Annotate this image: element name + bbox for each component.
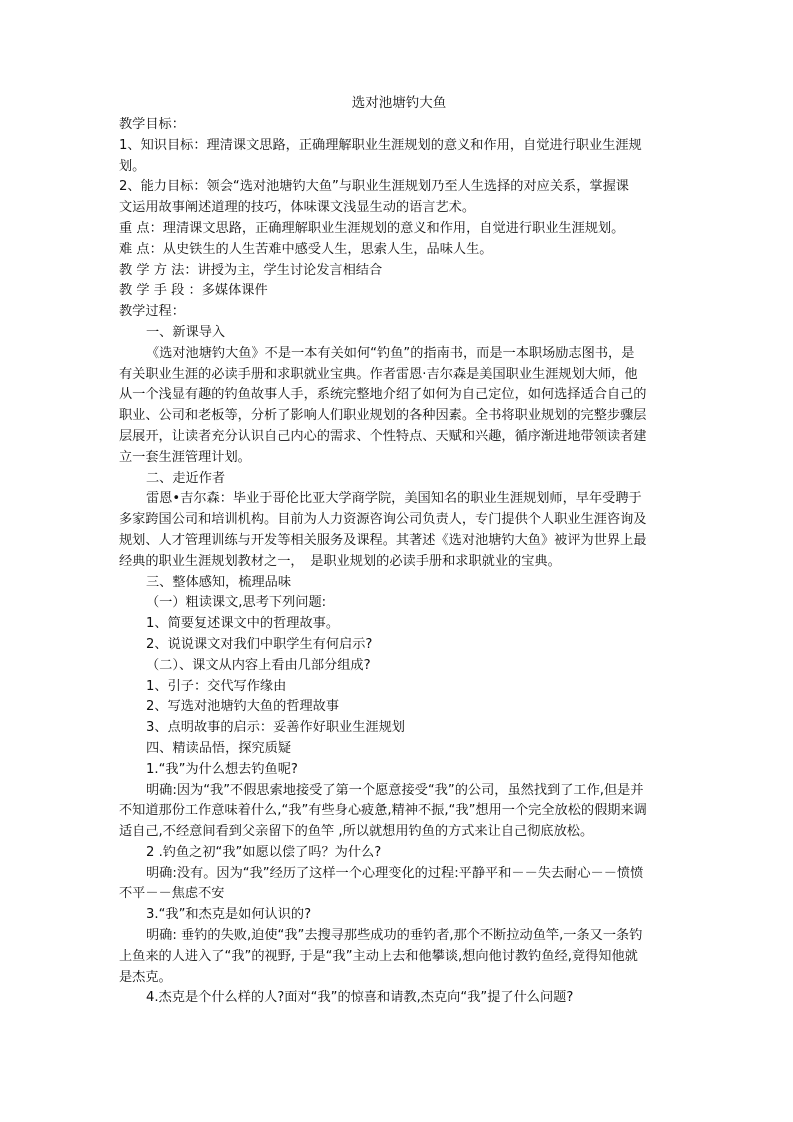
text-line: 层展开，让读者充分认识自己内心的需求、个性特点、天赋和兴趣，循序渐进地带领读者建: [119, 428, 647, 444]
text-line: 教 学 方 法：讲授为主，学生讨论发言相结合: [119, 262, 383, 278]
text-line: 雷恩•吉尔森：毕业于哥伦比亚大学商学院，美国知名的职业生涯规划师，早年受聘于: [146, 491, 642, 507]
document-body: [119, 115, 679, 1009]
text-line: 二、走近作者: [146, 470, 226, 486]
text-line: 重 点：理清课文思路，正确理解职业生涯规划的意义和作用，自觉进行职业生涯规划。: [119, 220, 625, 236]
text-line: 文运用故事阐述道理的技巧，体味课文浅显生动的语言艺术。: [119, 200, 476, 216]
text-line: 从一个浅显有趣的钓鱼故事人手，系统完整地介绍了如何为自己定位，如何选择适合自己的: [119, 387, 647, 403]
text-line: 1.“我”为什么想去钓鱼呢?: [146, 761, 298, 777]
text-line: 一、新课导入: [146, 324, 226, 340]
text-line: 教 学 手 段 ：多媒体课件: [119, 283, 268, 299]
text-line: （二）、课文从内容上看由几部分组成?: [146, 657, 371, 673]
text-line: 明确:没有。因为“我”经历了这样一个心理变化的过程:平静平和－－失去耐心－－愤愤: [146, 865, 644, 881]
text-line: 有关职业生涯的必读手册和求职就业宝典。作者雷恩·吉尔森是美国职业生涯规划大师，他: [119, 366, 638, 382]
text-line: 3.“我”和杰克是如何认识的?: [146, 907, 312, 923]
text-line: 不平－－焦虑不安: [119, 886, 225, 902]
text-line: 多家跨国公司和培训机构。目前为人力资源咨询公司负责人，专门提供个人职业生涯咨询及: [119, 512, 647, 528]
text-line: 3、点明故事的启示：妥善作好职业生涯规划: [146, 720, 405, 736]
text-line: 上鱼来的人进入了“我”的视野, 于是“我”主动上去和他攀谈,想向他讨教钓鱼经,竟得知他就: [119, 948, 638, 964]
text-line: 2 .钓鱼之初“我”如愿以偿了吗？为什么?: [146, 844, 382, 860]
text-line: 规划、人才管理训练与开发等相关服务及课程。其著述《选对池塘钓大鱼》被评为世界上最: [119, 532, 647, 548]
text-line: 四、精读品悟，探究质疑: [146, 740, 292, 756]
text-line: 划。: [119, 158, 146, 174]
text-line: 不知道那份工作意味着什么,“我”有些身心疲惫,精神不振,“我”想用一个完全放松的假期来调: [119, 803, 647, 819]
text-line: 三、整体感知，梳理品味: [146, 574, 292, 590]
text-line: 是杰克。: [119, 969, 172, 985]
text-line: 4.杰克是个什么样的人?面对“我”的惊喜和请教,杰克向“我”提了什么问题?: [146, 990, 574, 1006]
text-line: 《选对池塘钓大鱼》不是一本有关如何“钓鱼”的指南书，而是一本职场励志图书，是: [146, 345, 635, 361]
text-line: 经典的职业生涯规划教材之一， 是职业规划的必读手册和求职就业的宝典。: [119, 553, 561, 569]
text-line: 2、写选对池塘钓大鱼的哲理故事: [146, 699, 340, 715]
text-line: 1、简要复述课文中的哲理故事。: [146, 616, 340, 632]
text-line: 1、知识目标：理清课文思路，正确理解职业生涯规划的意义和作用，自觉进行职业生涯规: [119, 137, 642, 153]
text-line: 职业、公司和老板等，分析了影响人们职业规划的各种因素。全书将职业规划的完整步骤层: [119, 408, 647, 424]
text-line: （一）粗读课文,思考下列问题:: [146, 595, 327, 611]
text-line: 明确: 垂钓的失败,迫使“我”去搜寻那些成功的垂钓者,那个不断拉动鱼竿,一条又一条钓: [146, 928, 643, 944]
text-line: 教学目标：: [119, 117, 185, 132]
document-page: [119, 93, 679, 1009]
document-title: 选对池塘钓大鱼: [351, 95, 447, 111]
text-line: 教学过程：: [119, 304, 185, 320]
text-line: 明确:因为“我”不假思索地接受了第一个愿意接受“我”的公司，虽然找到了工作,但是并: [146, 782, 644, 798]
text-line: 2、说说课文对我们中职学生有何启示?: [146, 636, 373, 652]
text-line: 难 点：从史铁生的人生苦难中感受人生，思索人生，品味人生。: [119, 241, 493, 257]
text-line: 适自己,不经意间看到父亲留下的鱼竿 ,所以就想用钓鱼的方式来让自己彻底放松。: [119, 824, 594, 840]
text-line: 2、能力目标：领会“选对池塘钓大鱼”与职业生涯规划乃至人生选择的对应关系，掌握课: [119, 179, 629, 195]
text-line: 立一套生涯管理计划。: [119, 449, 251, 465]
text-line: 1、引子：交代写作缘由: [146, 678, 287, 694]
